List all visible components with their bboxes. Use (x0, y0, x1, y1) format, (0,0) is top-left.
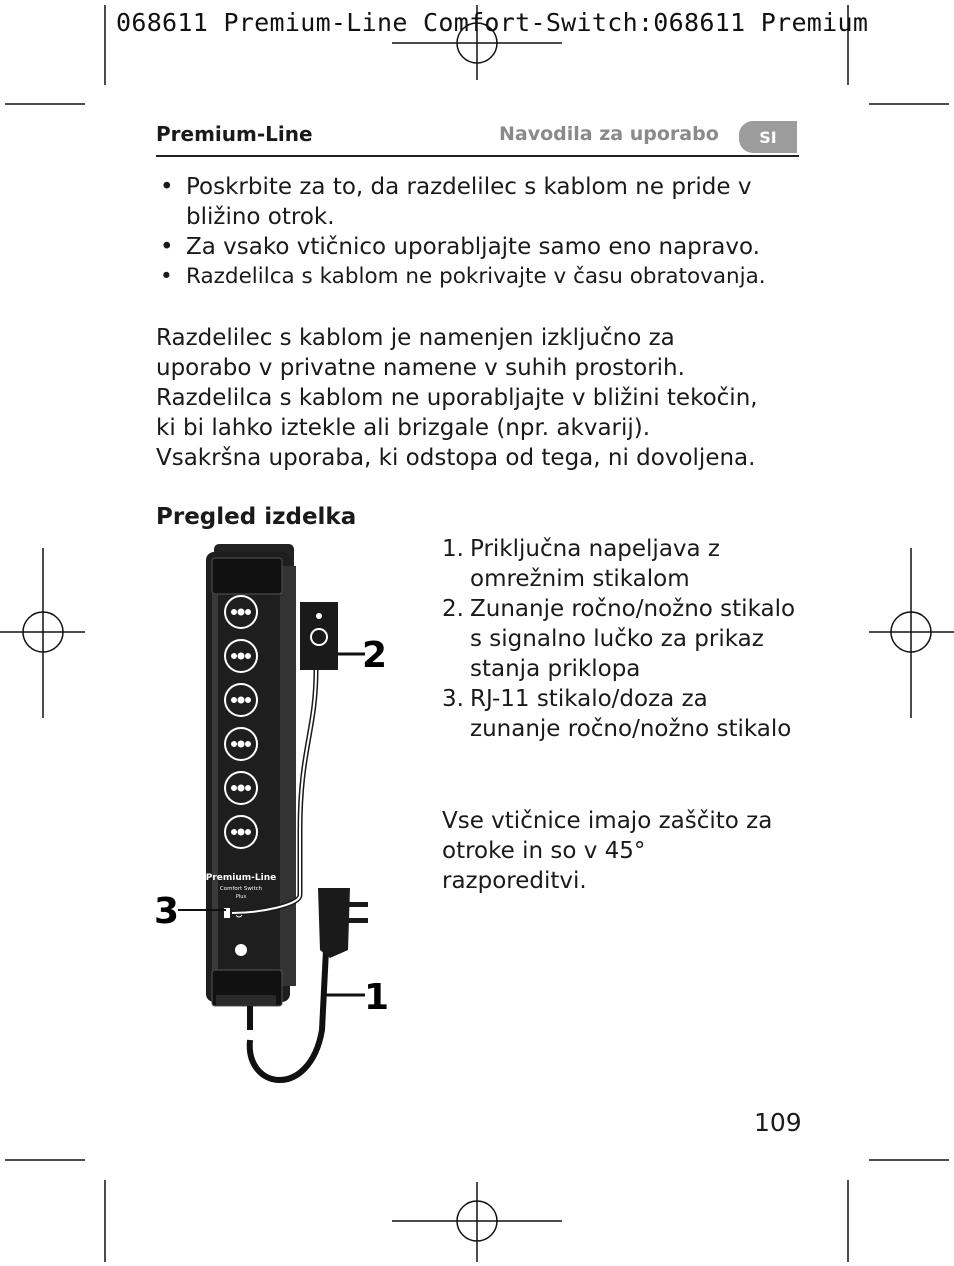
power-switch-icon (235, 944, 247, 956)
part-description: Priključna napeljava z omrežnim stikalom (470, 536, 721, 592)
list-item (442, 534, 802, 594)
callout-2: 2 (362, 635, 388, 676)
product-brand-label: Premium-Line (205, 873, 277, 883)
page-number: 109 (754, 1108, 802, 1137)
socket-protection-note: Vse vtičnice imajo zaščito za otroke in so v 45° razporeditvi. (442, 808, 773, 894)
part-number: 1. (442, 536, 464, 562)
product-diagram (150, 530, 410, 1100)
part-number: 2. (442, 596, 464, 622)
paragraph-line: Razdelilca s kablom ne uporabljajte v bližini tekočin, (156, 385, 758, 411)
safety-bullet-list (156, 172, 816, 292)
paragraph-line: Razdelilec s kablom je namenjen izključno za (156, 325, 675, 351)
product-sub-label: Plus (235, 894, 247, 900)
section-title: Pregled izdelka (156, 504, 357, 530)
signal-lamp-icon (316, 613, 322, 619)
part-description: Zunanje ročno/nožno stikalo s signalno lučko za prikaz stanja priklopa (470, 596, 796, 682)
callout-1: 1 (364, 977, 390, 1018)
product-model-label: Comfort Switch (219, 886, 263, 892)
language-badge: SI (739, 121, 797, 153)
paragraph-line: ki bi lahko iztekle ali brizgale (npr. akvarij). (156, 415, 651, 441)
list-item: • Poskrbite za to, da razdelilec s kablom ne pride v bližino otrok. (156, 172, 816, 232)
part-description: RJ-11 stikalo/doza za zunanje ročno/nožno stikalo (470, 686, 792, 742)
header-divider (156, 155, 799, 157)
print-slug-line: 068611 Premium-Line Comfort-Switch:068611 Premium (116, 8, 869, 37)
paragraph-line: Vsakršna uporaba, ki odstopa od tega, ni dovoljena. (156, 445, 756, 471)
parts-list (442, 534, 802, 744)
list-item: • Razdelilca s kablom ne pokrivajte v času obratovanja. (156, 262, 816, 292)
header-brand: Premium-Line (156, 122, 313, 146)
header-doc-title: Navodila za uporabo (499, 123, 719, 145)
mains-plug-icon (318, 888, 368, 958)
list-item (442, 594, 802, 684)
list-item: • Za vsako vtičnico uporabljajte samo eno napravo. (156, 232, 816, 262)
usage-paragraph (156, 323, 816, 473)
list-item (442, 684, 802, 744)
external-switch-box (300, 602, 338, 670)
callout-3: 3 (154, 891, 180, 932)
part-number: 3. (442, 686, 464, 712)
paragraph-line: uporabo v privatne namene v suhih prostorih. (156, 355, 685, 381)
